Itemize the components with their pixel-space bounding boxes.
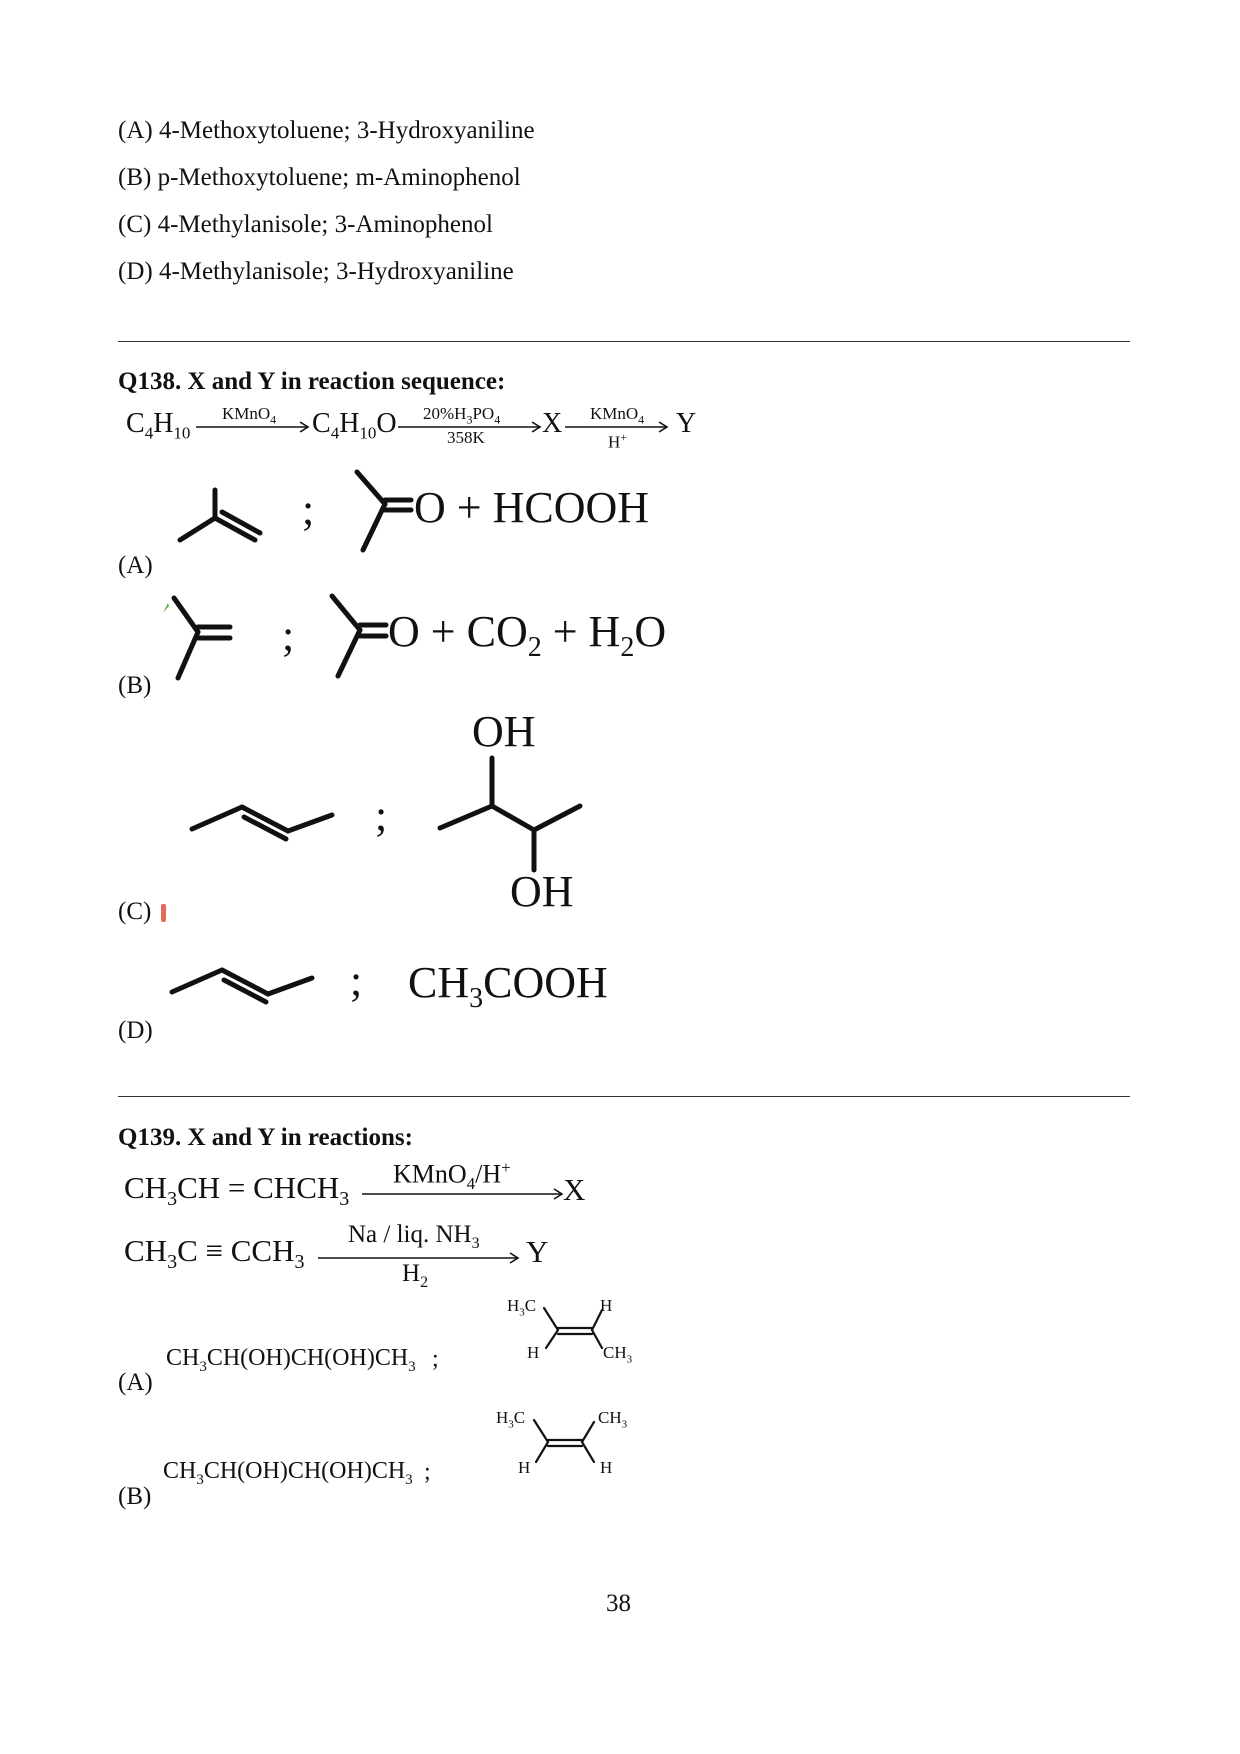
- q138-option-c-butene: [188, 795, 338, 845]
- q139-option-a-tr: H: [600, 1296, 613, 1315]
- q139-option-a-separator: ;: [432, 1346, 439, 1372]
- q138-option-d-product: $CH_3COOH$: [408, 958, 608, 1014]
- q138-option-b-product: $O + CO_2 + H_2O$: [388, 607, 667, 663]
- q138-option-b-separator: ;: [282, 611, 295, 660]
- q139-reaction-2-reagent-top: Na / liq. $NH_3$: [348, 1221, 480, 1252]
- q138-title: Q138. X and Y in reaction sequence:: [118, 368, 506, 395]
- q139-option-a-bl: H: [527, 1343, 540, 1362]
- q139-option-a-tl: $H_3C$: [507, 1296, 537, 1319]
- q139-reaction-1-reagent: KMnO$_4$/H+: [393, 1158, 511, 1193]
- q138-option-a-acetone: [355, 468, 415, 558]
- q139-option-a-trans-butene: [540, 1306, 610, 1356]
- q139-reaction-1-product: X: [563, 1172, 586, 1207]
- q138-option-c-label: (C): [118, 898, 152, 925]
- q138-option-d-separator: ;: [350, 956, 363, 1005]
- q138-product-x: X: [542, 408, 563, 439]
- q138-option-a-label: (A): [118, 552, 153, 579]
- q138-option-a-product: O + HCOOH: [414, 483, 650, 532]
- green-mark-icon: [162, 602, 170, 614]
- q138-reagent-1: KMnO$_4$: [222, 404, 277, 427]
- q138-option-d-butene: [168, 958, 318, 1008]
- q138-reagent-3-bottom: H+: [608, 430, 628, 452]
- q138-option-b-label: (B): [118, 672, 152, 699]
- q139-option-b-cis-butene: [530, 1418, 600, 1470]
- q139-reaction-1-reactant: $CH_3CH$ = $CHCH_3$: [124, 1170, 350, 1211]
- q139-option-b-x: $CH_3CH(OH)CH(OH)CH_3$: [163, 1458, 413, 1488]
- q139-option-b-br: H: [600, 1458, 613, 1477]
- q139-option-a-br: $CH_3$: [603, 1343, 633, 1366]
- q138-option-c-separator: ;: [375, 791, 388, 840]
- q138-option-c-oh-bottom: OH: [510, 867, 574, 916]
- divider: [118, 341, 1130, 342]
- page-number: 38: [606, 1590, 631, 1617]
- q139-title: Q139. X and Y in reactions:: [118, 1124, 413, 1151]
- q138-reagent-2-top: $20\%H_3PO_4$: [423, 404, 501, 427]
- q139-option-a-x: $CH_3CH(OH)CH(OH)CH_3$: [166, 1345, 416, 1375]
- prev-option-b: (B) p-Methoxytoluene; m-Aminophenol: [118, 164, 521, 191]
- red-mark-icon: [160, 902, 168, 924]
- divider: [118, 1096, 1130, 1097]
- q138-start: $C_4H_{10}$: [126, 408, 191, 443]
- q138-option-d-label: (D): [118, 1017, 153, 1044]
- q139-reaction-2-reactant: $CH_3C \equiv CCH_3$: [124, 1233, 305, 1274]
- prev-option-d: (D) 4-Methylanisole; 3-Hydroxyaniline: [118, 258, 514, 285]
- prev-option-a: (A) 4-Methoxytoluene; 3-Hydroxyaniline: [118, 117, 535, 144]
- q138-reagent-2-bottom: 358K: [447, 428, 485, 447]
- q138-product-y: Y: [676, 408, 697, 439]
- q139-option-b-label: (B): [118, 1483, 152, 1510]
- q139-option-b-tl: $H_3C$: [496, 1408, 526, 1431]
- q138-intermediate: $C_4H_{10}O$: [312, 408, 397, 443]
- q138-option-a-isobutene: [170, 490, 270, 550]
- q139-option-b-bl: H: [518, 1458, 531, 1477]
- q138-option-a-separator: ;: [302, 485, 315, 534]
- q138-reagent-3-top: KMnO$_4$: [590, 404, 645, 427]
- q139-option-b-separator: ;: [424, 1459, 431, 1485]
- q138-option-b-isobutene: [170, 594, 240, 684]
- q139-option-b-tr: $CH_3$: [598, 1408, 628, 1431]
- q138-option-c-diol: [430, 758, 590, 878]
- q138-option-c-oh-top: OH: [472, 707, 536, 756]
- q139-reaction-2-reagent-bottom: $H_2$: [402, 1260, 429, 1291]
- q138-option-b-acetone: [330, 592, 390, 682]
- q139-reaction-2-product: Y: [526, 1234, 549, 1269]
- prev-option-c: (C) 4-Methylanisole; 3-Aminophenol: [118, 211, 493, 238]
- q139-option-a-label: (A): [118, 1369, 153, 1396]
